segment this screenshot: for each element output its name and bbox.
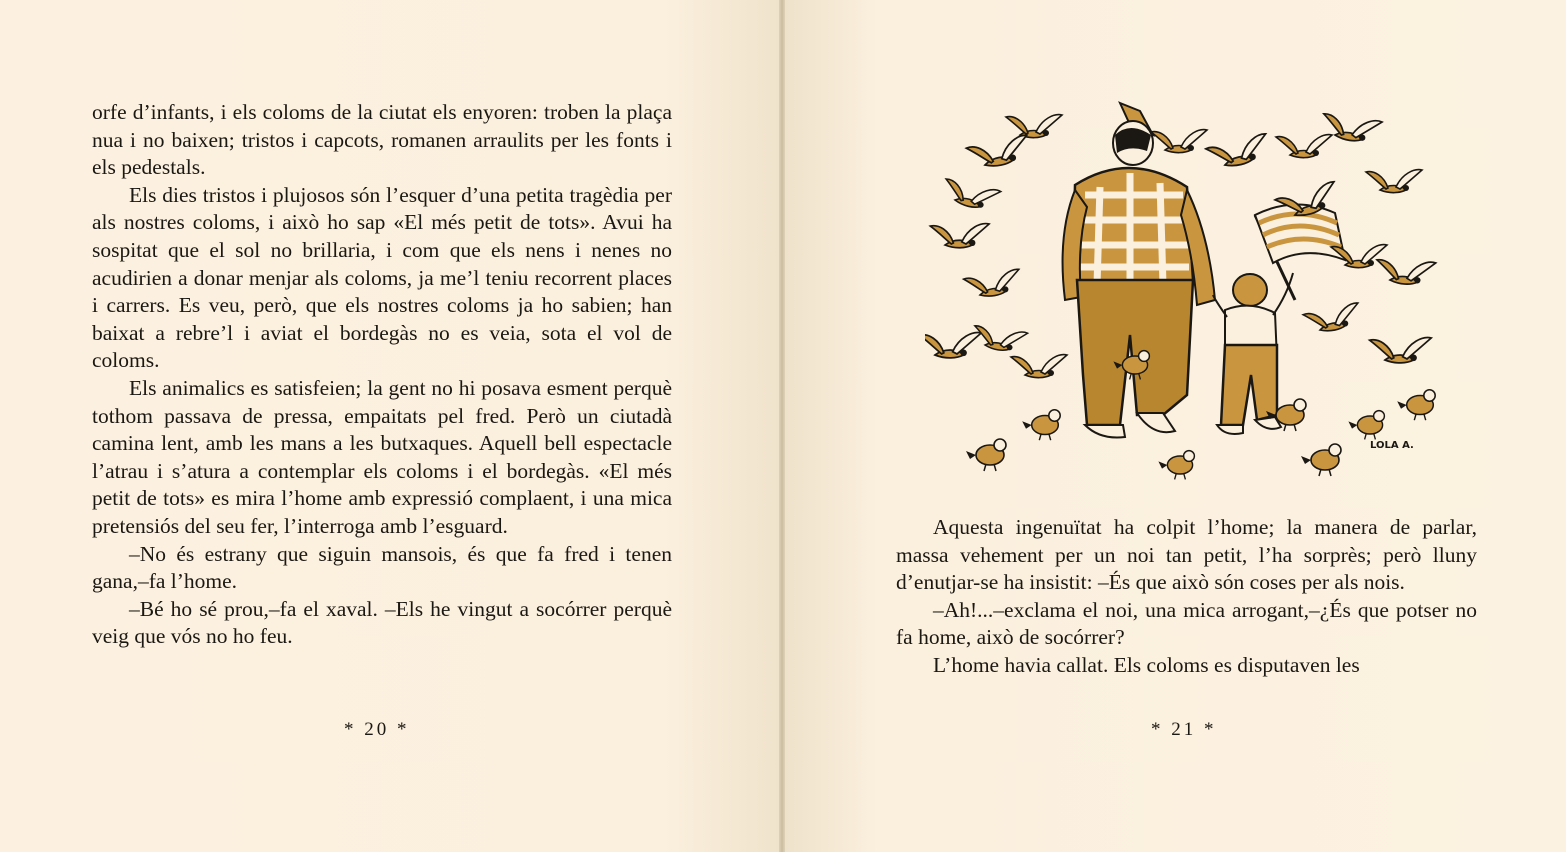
man-figure xyxy=(1063,103,1215,438)
page-number: * 21 * xyxy=(1151,719,1217,740)
flag xyxy=(1255,204,1345,300)
man-and-boy-with-pigeons-illustration xyxy=(925,95,1465,500)
paragraph: –Ah!...–exclama el noi, una mica arrogant,–¿És que potser no fa home, això de socórrer? xyxy=(896,597,1477,650)
paragraph: Aquesta ingenuïtat ha colpit l’home; la manera de parlar, massa vehement per un noi tan petit, l’ha sorprès; però lluny d’enutjar-se ha insistit: –És que això són coses per als nois. xyxy=(896,515,1477,595)
paragraph: –Bé ho sé prou,–fa el xaval. –Els he vingut a socórrer perquè veig que vós no ho feu. xyxy=(92,596,672,649)
illustrator-signature: LOLA A. xyxy=(1370,440,1414,451)
page-number: * 20 * xyxy=(344,719,410,740)
paragraph: L’home havia callat. Els coloms es disputaven les xyxy=(933,652,1360,677)
left-page xyxy=(0,0,779,852)
right-page xyxy=(785,0,1566,852)
left-page-text xyxy=(92,99,672,651)
paragraph: Els dies tristos i plujosos són l’esquer d’una petita tragèdia per als nostres coloms, i això ho sap «El més petit de tots». Avui ha sospitat que el sol no brillaria, i com que els nens i nenes no acudirien a donar menjar als coloms, ja me’l teniu recorrent places i carrers. Es veu, però, que els nostres coloms ja ho sabien; han baixat a rebre’l i aviat el bordegàs no es veia, sota el vol de coloms. xyxy=(92,182,672,373)
paragraph: orfe d’infants, i els coloms de la ciutat els enyoren: troben la plaça nua i no baixen; tristos i capcots, romanen arraulits per les fonts i els pedestals. xyxy=(92,100,672,180)
paragraph: –No és estrany que siguin mansois, és que fa fred i tenen gana,–fa l’home. xyxy=(92,541,672,594)
right-page-text xyxy=(896,514,1477,680)
paragraph: Els animalics es satisfeien; la gent no hi posava esment perquè tothom passava de pressa, empaitats pel fred. Però un ciutadà camina lent, amb les mans a les butxaques. Aquell bell espectacle l’atrau i s’atura a contemplar els coloms i el bordegàs. «El més petit de tots» es mira l’home amb expressió complaent, i una mica pretensiós del seu fer, l’interroga amb l’esguard. xyxy=(92,375,672,538)
